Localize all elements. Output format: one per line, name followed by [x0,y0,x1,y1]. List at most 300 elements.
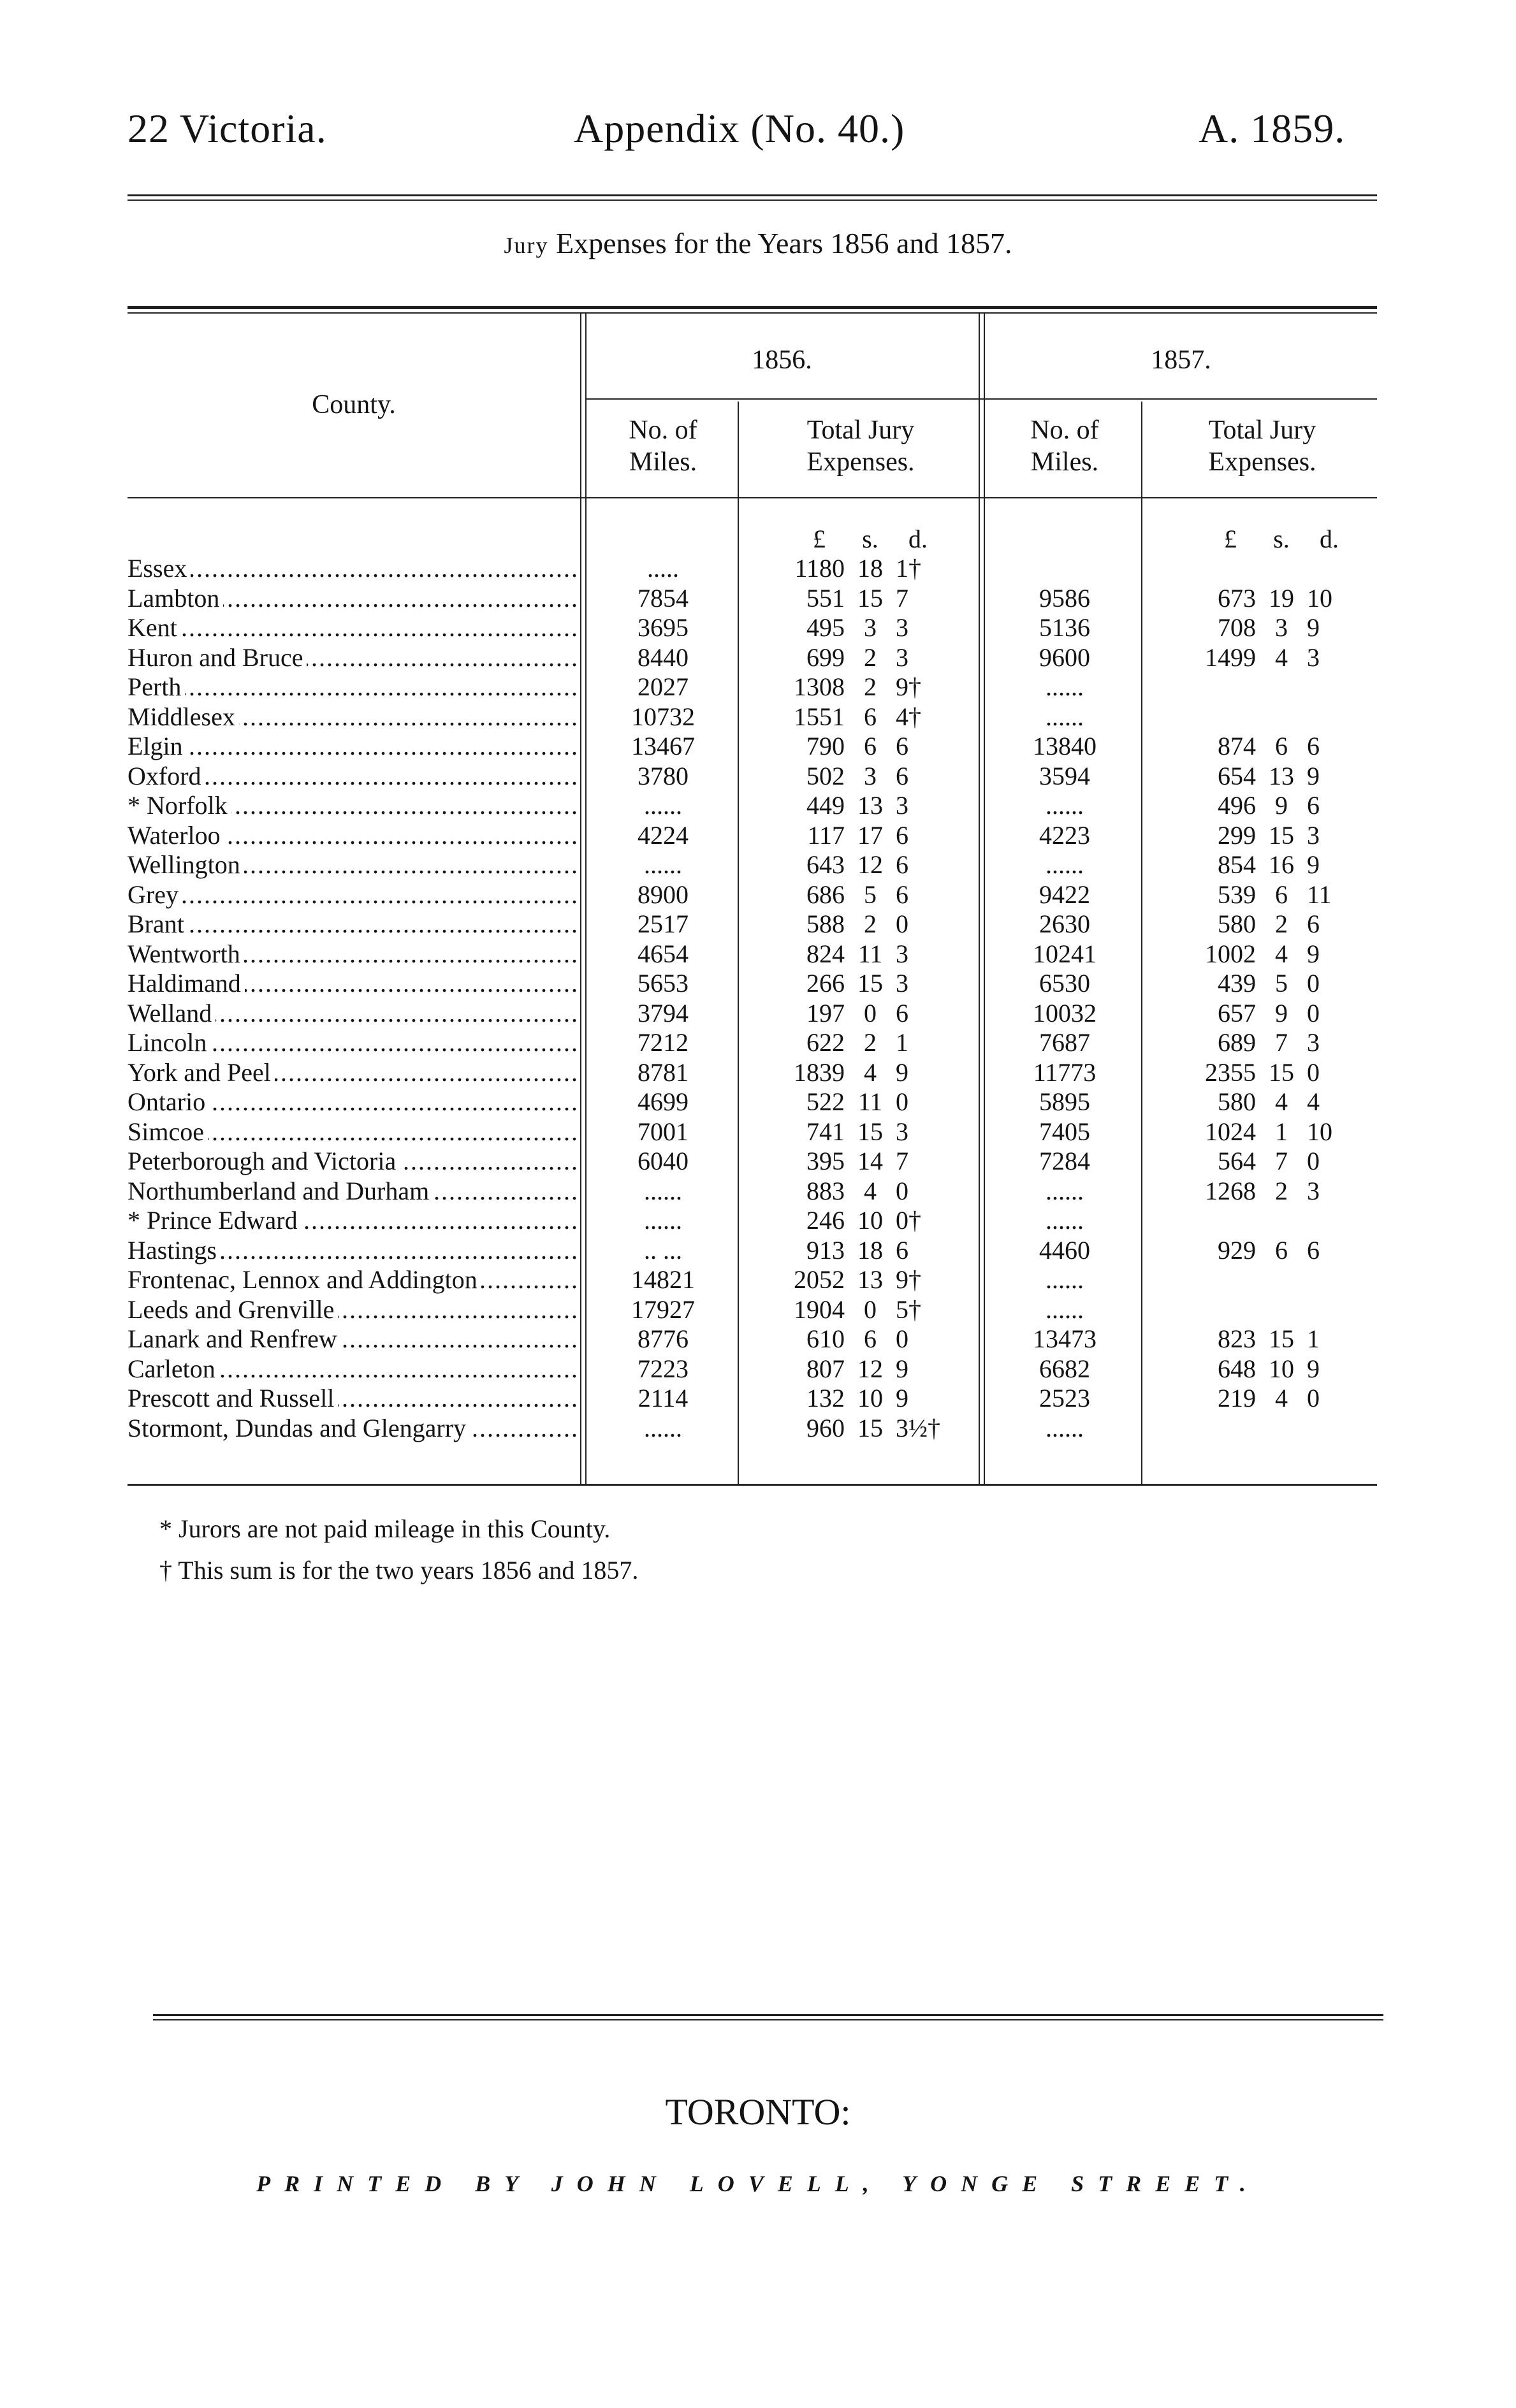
county-cell [128,553,577,584]
cell-d1: 7 [896,1147,908,1175]
cell-d2: 9 [1307,761,1320,790]
cell-s2: 10 [1269,1354,1294,1383]
cell-l1: 132 [806,1384,845,1412]
cell-m1: 4654 [638,939,689,968]
county-cell [128,1146,577,1177]
cell-d2: 9 [1307,1354,1320,1383]
cell-s2: 2 [1275,1176,1288,1205]
cell-s1: 2 [864,1028,877,1057]
county-cell [128,820,577,851]
year-1857-heading: 1857. [1151,345,1211,375]
cell-l1: 1551 [794,702,845,731]
county-cell [128,761,577,792]
county-cell [128,1176,577,1207]
cell-m2: 3594 [1039,761,1090,790]
county-name: Waterloo [128,821,224,850]
county-cell [128,583,577,614]
cell-m2: ...... [1046,850,1084,879]
cell-l1: 807 [806,1354,845,1383]
cell-d1: 1 [896,1028,908,1057]
imprint-printer: PRINTED BY JOHN LOVELL, YONGE STREET. [256,2171,1260,2196]
county-name: Essex [128,554,191,583]
cell-m2: ...... [1046,1413,1084,1442]
cell-d1: 5† [896,1295,921,1324]
cell-l2: 708 [1218,613,1256,642]
footnote-two-years: † This sum is for the two years 1856 and 1857. [159,1556,639,1585]
col-rule-county-a [580,312,581,1485]
cell-s2: 13 [1269,761,1294,790]
cell-d1: 9 [896,1354,908,1383]
cell-m2: 9422 [1039,880,1090,909]
county-cell [128,1354,577,1384]
cell-m1: 13467 [631,732,695,760]
cell-l1: 643 [806,850,845,879]
imprint-rule-b [153,2019,1383,2020]
county-name: Northumberland and Durham [128,1177,433,1205]
cell-s1: 18 [857,1235,883,1265]
cell-m1: ...... [644,791,682,820]
cell-d1: 3½† [896,1413,940,1442]
county-name: Middlesex [128,702,239,731]
cell-l2: 539 [1218,880,1256,909]
county-cell [128,939,577,969]
cell-m1: 2114 [638,1384,689,1412]
cell-d2: 0 [1307,969,1320,997]
cell-l1: 449 [806,791,845,820]
cell-m2: 13840 [1033,732,1097,760]
cell-s1: 2 [864,642,877,672]
total-1857-heading: Total Jury Expenses. [1208,416,1316,477]
county-cell [128,850,577,880]
cell-d2: 11 [1307,880,1332,909]
cell-s1: 6 [864,732,877,760]
cell-m2: 5895 [1039,1087,1090,1116]
cell-s2: 3 [1275,613,1288,642]
cell-l1: 1839 [794,1057,845,1087]
title-prefix: Jury [504,233,549,258]
cell-d2: 6 [1307,791,1320,820]
cell-l1: 1180 [794,554,845,583]
cell-l1: 913 [806,1235,845,1265]
cell-d2: 10 [1307,583,1332,613]
cell-l1: 395 [806,1147,845,1175]
cell-m1: 6040 [638,1147,689,1175]
table-top-rule-thin [128,312,1377,314]
cell-s1: 13 [857,1265,883,1294]
county-cell [128,642,577,673]
cell-m1: 7001 [638,1117,689,1146]
cell-l2: 657 [1218,998,1256,1027]
cell-s2: 4 [1275,1087,1288,1116]
cell-m1: 2517 [638,910,689,938]
cell-d2: 3 [1307,642,1320,672]
county-cell [128,1205,577,1236]
county-cell [128,702,577,732]
cell-d1: 6 [896,761,908,790]
cell-l2: 439 [1218,969,1256,997]
cell-m2: 13473 [1033,1324,1097,1353]
cell-d1: 0 [896,1087,908,1116]
cell-d2: 1 [1307,1324,1320,1353]
cell-l1: 960 [806,1413,845,1442]
cell-l2: 1002 [1205,939,1256,968]
county-cell [128,731,577,762]
cell-m2: ...... [1046,791,1084,820]
cell-d1: 3 [896,791,908,820]
cell-l2: 1268 [1205,1176,1256,1205]
cell-m2: 2630 [1039,910,1090,938]
cell-s2: 9 [1275,998,1288,1027]
col-rule-county-b [585,312,587,1485]
cell-s1: 10 [857,1384,883,1412]
cell-s2: 7 [1275,1147,1288,1175]
cell-m2: 6682 [1039,1354,1090,1383]
cell-m2: ...... [1046,1265,1084,1294]
county-name: Simcoe [128,1117,208,1146]
cell-m1: ..... [647,554,679,583]
county-cell [128,909,577,939]
cell-d1: 9 [896,1057,908,1087]
cell-m2: ...... [1046,1206,1084,1235]
cell-l1: 790 [806,732,845,760]
county-cell [128,1027,577,1058]
county-name: Stormont, Dundas and Glengarry [128,1414,470,1442]
cell-l2: 496 [1218,791,1256,820]
currency-pound-1857: £ [1224,525,1237,553]
cell-l1: 266 [806,969,845,997]
cell-m2: 4223 [1039,820,1090,850]
currency-pence-1856: d. [908,525,928,553]
currency-pence-1857: d. [1320,525,1339,553]
cell-d2: 9 [1307,939,1320,968]
cell-s1: 2 [864,672,877,701]
county-cell [128,790,577,821]
cell-d2: 9 [1307,850,1320,879]
cell-d1: 6 [896,1235,908,1265]
cell-l2: 648 [1218,1354,1256,1383]
cell-s2: 6 [1275,1235,1288,1265]
cell-m2: 7284 [1039,1147,1090,1175]
cell-s1: 12 [857,1354,883,1383]
county-heading: County. [312,390,396,419]
cell-s1: 2 [864,910,877,938]
county-name: Perth [128,672,185,701]
cell-s1: 15 [857,1117,883,1146]
cell-l2: 673 [1218,583,1256,613]
year-1856-heading: 1856. [752,345,812,375]
county-cell [128,1265,577,1295]
cell-d1: 0 [896,1324,908,1353]
cell-d2: 0 [1307,1147,1320,1175]
currency-shilling-1857: s. [1273,525,1290,553]
cell-s2: 4 [1275,1384,1288,1412]
cell-m1: 2027 [638,672,689,701]
county-name: Hastings [128,1236,221,1265]
county-name: Lambton [128,584,223,613]
cell-d2: 3 [1307,1028,1320,1057]
cell-m2: 10241 [1033,939,1097,968]
county-name: Kent [128,613,181,642]
cell-d2: 0 [1307,1057,1320,1087]
cell-s2: 16 [1269,850,1294,879]
county-cell [128,1057,577,1088]
cell-d1: 0 [896,910,908,938]
county-name: Frontenac, Lennox and Addington [128,1265,481,1294]
col-rule-years-b [984,312,985,1485]
cell-s1: 10 [857,1206,883,1235]
cell-l2: 299 [1218,820,1256,850]
cell-d2: 6 [1307,910,1320,938]
cell-d2: 3 [1307,1176,1320,1205]
total-1856-heading: Total Jury Expenses. [806,416,915,477]
cell-m1: 14821 [631,1265,695,1294]
cell-m1: 7854 [638,583,689,613]
cell-m1: 4224 [638,820,689,850]
cell-l2: 823 [1218,1324,1256,1353]
county-cell [128,672,577,702]
cell-l2: 874 [1218,732,1256,760]
cell-m1: ...... [644,850,682,879]
title-rest: Expenses for the Years 1856 and 1857. [548,227,1012,259]
county-cell [128,998,577,1029]
cell-l1: 2052 [794,1265,845,1294]
county-name: Wellington [128,850,244,879]
cell-m1: ...... [644,1413,682,1442]
cell-l2: 654 [1218,761,1256,790]
cell-l2: 219 [1218,1384,1256,1412]
header-year: A. 1859. [1199,106,1346,151]
cell-s1: 15 [857,969,883,997]
cell-m1: 17927 [631,1295,695,1324]
cell-d1: 6 [896,850,908,879]
cell-s2: 15 [1269,1324,1294,1353]
cell-m1: ...... [644,1206,682,1235]
cell-s1: 3 [864,761,877,790]
cell-d2: 6 [1307,732,1320,760]
table-top-rule [128,306,1377,309]
cell-m1: 4699 [638,1087,689,1116]
cell-m2: ...... [1046,702,1084,731]
cell-d1: 9† [896,672,921,701]
cell-l1: 1308 [794,672,845,701]
cell-l1: 741 [806,1117,845,1146]
cell-d1: 6 [896,880,908,909]
imprint-rule-a [153,2014,1383,2016]
table-title [0,226,1516,260]
col-rule-miles-1857 [1141,402,1142,1485]
cell-m2: 6530 [1039,969,1090,997]
footnote-mileage: * Jurors are not paid mileage in this County. [159,1514,611,1543]
cell-m2: 7405 [1039,1117,1090,1146]
cell-d2: 9 [1307,613,1320,642]
cell-s1: 6 [864,702,877,731]
cell-s1: 15 [857,1413,883,1442]
cell-d1: 3 [896,939,908,968]
cell-s1: 15 [857,583,883,613]
cell-d2: 6 [1307,1235,1320,1265]
cell-d1: 0 [896,1176,908,1205]
cell-d2: 0 [1307,998,1320,1027]
cell-s1: 14 [857,1147,883,1175]
county-name: Ontario [128,1087,209,1116]
cell-l1: 495 [806,613,845,642]
cell-s1: 13 [857,791,883,820]
cell-d1: 3 [896,969,908,997]
cell-m2: 5136 [1039,613,1090,642]
county-name: Peterborough and Victoria [128,1147,400,1175]
cell-s2: 2 [1275,910,1288,938]
cell-s2: 1 [1275,1117,1288,1146]
cell-d2: 10 [1307,1117,1332,1146]
imprint-city: TORONTO: [665,2091,851,2133]
county-name: Grey [128,880,182,909]
cell-l1: 699 [806,642,845,672]
header-rule-top [128,194,1377,196]
cell-l2: 580 [1218,910,1256,938]
cell-l1: 610 [806,1324,845,1353]
cell-s1: 12 [857,850,883,879]
county-cell [128,1383,577,1414]
cell-m2: 11773 [1033,1057,1097,1087]
cell-l2: 580 [1218,1087,1256,1116]
cell-l1: 246 [806,1206,845,1235]
year-heading-rule [585,398,1377,400]
cell-d1: 6 [896,732,908,760]
cell-m2: 7687 [1039,1028,1090,1057]
cell-l1: 622 [806,1028,845,1057]
cell-d1: 1† [896,554,921,583]
cell-m2: ...... [1046,1295,1084,1324]
cell-d1: 6 [896,820,908,850]
county-name: Lincoln [128,1028,210,1057]
cell-m1: 8776 [638,1324,689,1353]
cell-d2: 0 [1307,1384,1320,1412]
county-name: Huron and Bruce [128,643,307,672]
county-cell [128,1295,577,1325]
county-name: Carleton [128,1354,219,1383]
cell-m1: 7212 [638,1028,689,1057]
cell-m1: 10732 [631,702,695,731]
cell-d1: 4† [896,702,921,731]
miles-1856-heading: No. of Miles. [629,416,697,477]
cell-l1: 522 [806,1087,845,1116]
cell-s1: 11 [857,939,883,968]
cell-d2: 3 [1307,820,1320,850]
cell-l2: 1499 [1205,642,1256,672]
cell-l1: 824 [806,939,845,968]
cell-l1: 551 [806,583,845,613]
miles-1857-heading: No. of Miles. [1030,416,1099,477]
cell-m1: ...... [644,1176,682,1205]
cell-l1: 1904 [794,1295,845,1324]
cell-d1: 9 [896,1384,908,1412]
cell-l1: 117 [807,820,845,850]
county-name: Leeds and Grenville [128,1295,338,1324]
cell-l2: 929 [1218,1235,1256,1265]
header-rule-bottom [128,199,1377,201]
cell-d1: 6 [896,998,908,1027]
cell-m2: ...... [1046,1176,1084,1205]
county-cell [128,1087,577,1117]
cell-l2: 1024 [1205,1117,1256,1146]
county-cell [128,1324,577,1354]
cell-s2: 15 [1269,820,1294,850]
cell-l2: 564 [1218,1147,1256,1175]
county-cell [128,613,577,643]
cell-s1: 0 [864,1295,877,1324]
cell-s2: 6 [1275,880,1288,909]
cell-m1: 8440 [638,642,689,672]
cell-m2: 4460 [1039,1235,1090,1265]
cell-d1: 9† [896,1265,921,1294]
cell-s2: 7 [1275,1028,1288,1057]
cell-m1: 3780 [638,761,689,790]
cell-m1: 8900 [638,880,689,909]
cell-l1: 197 [806,998,845,1027]
county-name: * Prince Edward [128,1206,302,1235]
county-name: Welland [128,999,215,1027]
cell-m2: 10032 [1033,998,1097,1027]
cell-s2: 6 [1275,732,1288,760]
county-name: * Norfolk [128,791,231,820]
cell-m1: 5653 [638,969,689,997]
cell-l2: 689 [1218,1028,1256,1057]
cell-s1: 17 [857,820,883,850]
county-name: Haldimand [128,969,245,997]
county-name: Oxford [128,762,205,790]
cell-s2: 4 [1275,642,1288,672]
county-cell [128,968,577,999]
county-name: Lanark and Renfrew [128,1324,341,1353]
cell-m2: ...... [1046,672,1084,701]
cell-l1: 502 [806,761,845,790]
cell-s1: 18 [857,554,883,583]
cell-s2: 15 [1269,1057,1294,1087]
cell-l1: 588 [806,910,845,938]
cell-m1: 3794 [638,998,689,1027]
header-session: 22 Victoria. [128,106,327,151]
cell-s1: 4 [864,1057,877,1087]
cell-d1: 3 [896,613,908,642]
county-cell [128,1117,577,1147]
cell-m1: 8781 [638,1057,689,1087]
cell-d1: 3 [896,1117,908,1146]
cell-s1: 11 [857,1087,883,1116]
cell-m1: 3695 [638,613,689,642]
cell-s1: 5 [864,880,877,909]
cell-s1: 0 [864,998,877,1027]
header-appendix: Appendix (No. 40.) [574,106,905,151]
cell-l2: 854 [1218,850,1256,879]
county-name: Elgin [128,732,187,760]
cell-d1: 3 [896,642,908,672]
cell-m2: 2523 [1039,1384,1090,1412]
currency-pound-1856: £ [813,525,826,553]
cell-l1: 883 [806,1176,845,1205]
cell-s1: 4 [864,1176,877,1205]
cell-d2: 4 [1307,1087,1320,1116]
cell-s2: 9 [1275,791,1288,820]
cell-m1: 7223 [638,1354,689,1383]
cell-s1: 6 [864,1324,877,1353]
county-name: York and Peel [128,1058,275,1087]
county-name: Wentworth [128,939,244,968]
cell-l1: 686 [806,880,845,909]
cell-s2: 5 [1275,969,1288,997]
cell-m2: 9586 [1039,583,1090,613]
cell-m2: 9600 [1039,642,1090,672]
county-name: Brant [128,910,188,938]
